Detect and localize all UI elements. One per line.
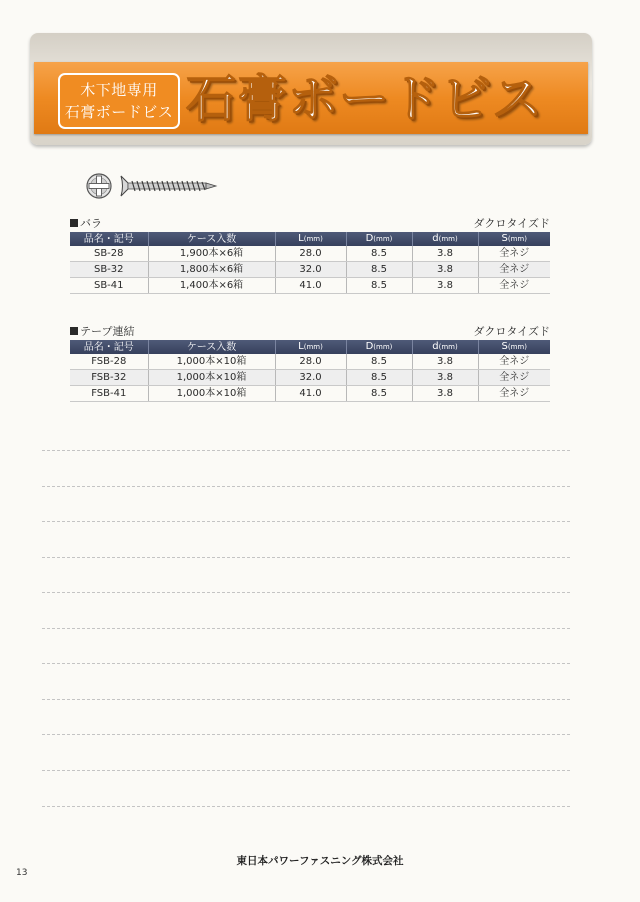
note-line xyxy=(42,663,570,664)
table-cell: 3.8 xyxy=(412,386,478,402)
table-cell: 3.8 xyxy=(412,246,478,262)
phillips-head-icon xyxy=(87,174,111,198)
table-cell: 32.0 xyxy=(275,370,346,386)
note-line xyxy=(42,592,570,593)
column-header: L(mm) xyxy=(275,340,346,354)
table-cell: 28.0 xyxy=(275,246,346,262)
subtitle-line-2: 石膏ボードビス xyxy=(64,103,174,121)
table-cell: 1,000本×10箱 xyxy=(148,354,275,370)
note-line xyxy=(42,628,570,629)
finish-note: ダクロタイズド xyxy=(473,325,550,338)
column-header: D(mm) xyxy=(346,232,412,246)
company-name: 東日本パワーファスニング株式会社 xyxy=(236,855,404,867)
table-cell: 41.0 xyxy=(275,386,346,402)
column-header: ケース入数 xyxy=(148,232,275,246)
column-header: 品名・記号 xyxy=(70,340,148,354)
table-cell: 3.8 xyxy=(412,262,478,278)
table-cell: 全ネジ xyxy=(478,370,550,386)
column-header: D(mm) xyxy=(346,340,412,354)
table-cell: 8.5 xyxy=(346,354,412,370)
table-cell: 8.5 xyxy=(346,262,412,278)
table-header-row xyxy=(70,340,550,354)
table-cell: 8.5 xyxy=(346,278,412,294)
note-line xyxy=(42,806,570,807)
note-line xyxy=(42,521,570,522)
table-row xyxy=(70,278,550,294)
table-row xyxy=(70,246,550,262)
table-cell: SB-41 xyxy=(70,278,148,294)
note-line xyxy=(42,734,570,735)
table-cell: 全ネジ xyxy=(478,262,550,278)
column-header: 品名・記号 xyxy=(70,232,148,246)
table-cell: 3.8 xyxy=(412,370,478,386)
table-cell: 8.5 xyxy=(346,370,412,386)
table-cell: 8.5 xyxy=(346,246,412,262)
table-cell: FSB-32 xyxy=(70,370,148,386)
finish-note: ダクロタイズド xyxy=(473,217,550,230)
square-bullet-icon xyxy=(70,327,78,335)
table-cell: 32.0 xyxy=(275,262,346,278)
section-label: バラ xyxy=(80,217,102,230)
table-cell: 3.8 xyxy=(412,278,478,294)
spec-table-bara xyxy=(70,232,550,294)
column-header: S(mm) xyxy=(478,340,550,354)
table-cell: 1,000本×10箱 xyxy=(148,370,275,386)
table-row xyxy=(70,386,550,402)
table-cell: 1,000本×10箱 xyxy=(148,386,275,402)
table-cell: 41.0 xyxy=(275,278,346,294)
table-cell: 全ネジ xyxy=(478,386,550,402)
square-bullet-icon xyxy=(70,219,78,227)
note-line xyxy=(42,770,570,771)
table-cell: 全ネジ xyxy=(478,278,550,294)
note-line xyxy=(42,699,570,700)
table-cell: 全ネジ xyxy=(478,246,550,262)
table-cell: 1,900本×6箱 xyxy=(148,246,275,262)
table-row xyxy=(70,370,550,386)
page-number: 13 xyxy=(16,868,28,878)
note-line xyxy=(42,450,570,451)
table-cell: 1,400本×6箱 xyxy=(148,278,275,294)
table-row xyxy=(70,354,550,370)
table-cell: 8.5 xyxy=(346,386,412,402)
table-cell: 1,800本×6箱 xyxy=(148,262,275,278)
column-header: d(mm) xyxy=(412,340,478,354)
column-header: ケース入数 xyxy=(148,340,275,354)
section-label: テープ連結 xyxy=(80,325,135,338)
note-line xyxy=(42,486,570,487)
section-header-bara xyxy=(70,216,550,232)
column-header: S(mm) xyxy=(478,232,550,246)
subtitle-line-1: 木下地専用 xyxy=(80,81,158,99)
column-header: d(mm) xyxy=(412,232,478,246)
subtitle-box xyxy=(58,73,180,129)
table-cell: 28.0 xyxy=(275,354,346,370)
table-cell: 全ネジ xyxy=(478,354,550,370)
table-header-row xyxy=(70,232,550,246)
table-cell: FSB-28 xyxy=(70,354,148,370)
screw-figure xyxy=(80,168,220,204)
table-cell: 3.8 xyxy=(412,354,478,370)
spec-table-tape xyxy=(70,340,550,402)
table-cell: FSB-41 xyxy=(70,386,148,402)
table-cell: SB-28 xyxy=(70,246,148,262)
section-header-tape xyxy=(70,324,550,340)
column-header: L(mm) xyxy=(275,232,346,246)
page-title: 石膏ボードビス xyxy=(186,70,543,128)
screw-icon xyxy=(121,176,216,196)
table-row xyxy=(70,262,550,278)
table-cell: SB-32 xyxy=(70,262,148,278)
note-line xyxy=(42,557,570,558)
